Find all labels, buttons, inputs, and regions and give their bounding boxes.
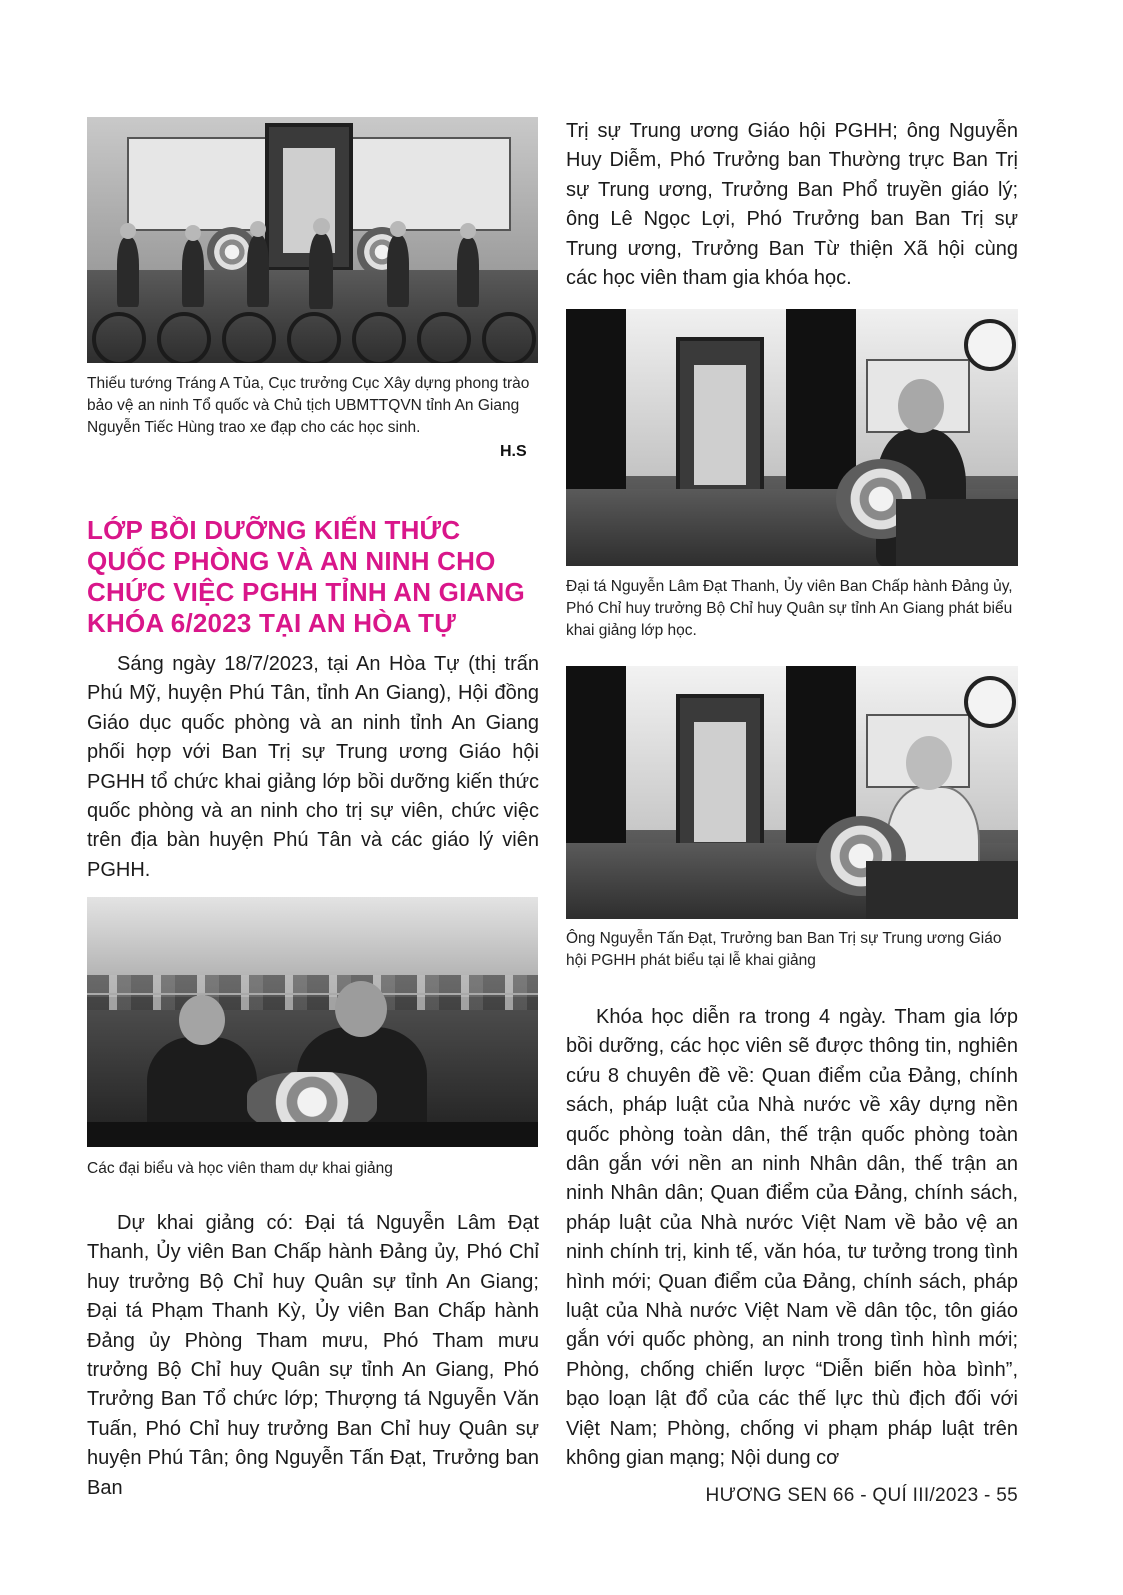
article-paragraph-2-continued xyxy=(566,117,1018,293)
photo-bicycle-handover xyxy=(87,117,538,363)
photo-officer-speech xyxy=(566,309,1018,566)
paragraph-text: Dự khai giảng có: Đại tá Nguyễn Lâm Đạt Thanh, Ủy viên Ban Chấp hành Đảng ủy, Phó Chỉ huy trưởng Bộ Chỉ huy Quân sự tỉnh An Giang; Đại tá Phạm Thanh Kỳ, Ủy viên Ban Chấp hành Đảng ủy Phòng Tham mưu, Phó Tham mưu trưởng Bộ Chỉ huy Quân sự tỉnh An Giang, Phó Trưởng Ban Tổ chức lớp; Thượng tá Nguyễn Văn Tuấn, Phó Chỉ huy trưởng Ban Chỉ huy Quân sự huyện Phú Tân; ông Nguyễn Tấn Đạt, Trưởng ban Ban xyxy=(87,1212,539,1499)
article-paragraph-2 xyxy=(87,1209,539,1503)
article-paragraph-1 xyxy=(87,650,539,885)
photo-caption-bicycle: Thiếu tướng Tráng A Tủa, Cục trưởng Cục Xây dựng phong trào bảo vệ an ninh Tổ quốc và Chủ tịch UBMTTQVN tỉnh An Giang Nguyễn Tiếc Hùng trao xe đạp cho các học sinh. xyxy=(87,375,530,436)
article-paragraph-3 xyxy=(566,1003,1018,1474)
photo-credit: H.S xyxy=(500,443,527,460)
article-headline: LỚP BỒI DƯỠNG KIẾN THỨC QUỐC PHÒNG VÀ AN NINH CHO CHỨC VIỆC PGHH TỈNH AN GIANG KHÓA 6/2023 TẠI AN HÒA TỰ xyxy=(87,515,525,638)
photo-caption-officer: Đại tá Nguyễn Lâm Đạt Thanh, Ủy viên Ban Chấp hành Đảng ủy, Phó Chỉ huy trưởng Bộ Chỉ huy Quân sự tỉnh An Giang phát biểu khai giảng lớp học. xyxy=(566,578,1013,639)
photo-caption-elder: Ông Nguyễn Tấn Đạt, Trưởng ban Ban Trị sự Trung ương Giáo hội PGHH phát biểu tại lễ khai giảng xyxy=(566,930,1002,969)
paragraph-text: Trị sự Trung ương Giáo hội PGHH; ông Nguyễn Huy Diễm, Phó Trưởng ban Thường trực Ban Trị sự Trung ương, Trưởng Ban Phổ truyền giáo lý; ông Lê Ngọc Lợi, Phó Trưởng ban Ban Trị sự Trung ương, Trưởng Ban Từ thiện Xã hội cùng các học viên tham gia khóa học. xyxy=(566,120,1018,290)
paragraph-text: Sáng ngày 18/7/2023, tại An Hòa Tự (thị trấn Phú Mỹ, huyện Phú Tân, tỉnh An Giang), Hội đồng Giáo dục quốc phòng và an ninh tỉnh An Giang phối hợp với Ban Trị sự Trung ương Giáo hội PGHH tổ chức khai giảng lớp bồi dưỡng kiến thức quốc phòng và an ninh cho trị sự viên, chức việc trên địa bàn huyện Phú Tân và các giáo lý viên PGHH. xyxy=(87,653,539,881)
photo-elder-speech xyxy=(566,666,1018,919)
photo-caption-audience: Các đại biểu và học viên tham dự khai giảng xyxy=(87,1160,393,1177)
page-footer: HƯƠNG SEN 66 - QUÍ III/2023 - 55 xyxy=(705,1485,1018,1506)
photo-audience xyxy=(87,897,538,1147)
paragraph-text: Khóa học diễn ra trong 4 ngày. Tham gia lớp bồi dưỡng, các học viên sẽ được thông tin, nghiên cứu 8 chuyên đề về: Quan điểm của Đảng, chính sách, pháp luật của Nhà nước về xây dựng nền quốc phòng toàn dân, thế trận quốc phòng toàn dân gắn với nền an ninh Nhân dân, thế trận an ninh Nhân dân; Quan điểm của Đảng, chính sách, pháp luật của Nhà nước Việt Nam về bảo vệ an ninh chính trị, kinh tế, văn hóa, tư tưởng trong tình hình mới; Quan điểm của Đảng, chính sách, pháp luật của Nhà nước Việt Nam về dân tộc, tôn giáo gắn với quốc phòng, an ninh trong tình hình mới; Phòng, chống chiến lược “Diễn biến hòa bình”, bạo loạn lật đổ của các thế lực thù địch đối với Việt Nam; Phòng, chống vi phạm pháp luật trên không gian mạng; Nội dung cơ xyxy=(566,1006,1018,1470)
